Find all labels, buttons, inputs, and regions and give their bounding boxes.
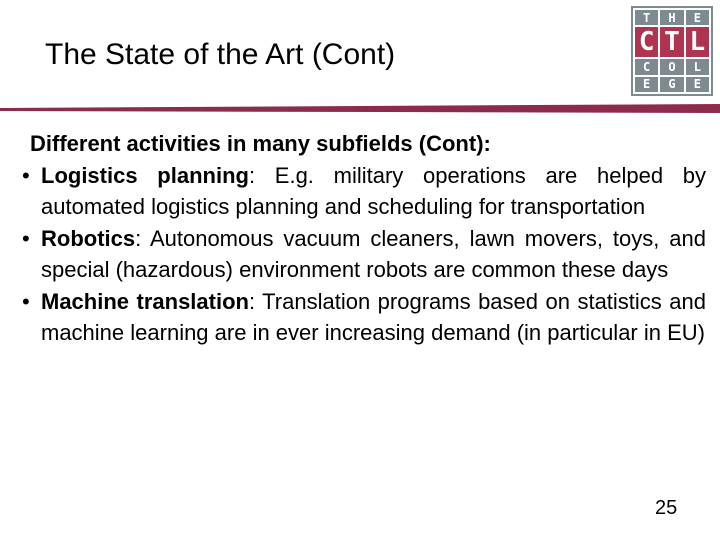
slide-body	[24, 128, 706, 349]
title-divider	[0, 104, 720, 118]
bullet-icon: •	[22, 226, 30, 251]
logo-letter: E	[686, 77, 709, 92]
item-term: Machine translation	[41, 289, 249, 314]
logo-letter: O	[660, 59, 683, 74]
bullet-list	[24, 160, 706, 348]
logo-letter: L	[686, 59, 709, 74]
slide-title: The State of the Art (Cont)	[45, 38, 396, 71]
item-text: : E.g. military operations are helped by automated logistics planning and scheduling for transportation	[41, 163, 707, 219]
logo-letter: C	[635, 59, 658, 74]
list-item	[24, 223, 706, 285]
logo-letter: T	[660, 27, 683, 57]
bullet-icon: •	[22, 163, 30, 188]
logo-letter: T	[635, 10, 658, 25]
item-term: Logistics planning	[41, 163, 249, 188]
page-number: 25	[655, 497, 678, 519]
logo-letter: E	[686, 10, 709, 25]
item-text: : Translation programs based on statistics and machine learning are in ever increasing demand (in particular in EU)	[41, 289, 706, 345]
logo-letter: G	[660, 77, 683, 92]
logo-letter: L	[686, 27, 709, 57]
item-term: Robotics	[41, 226, 136, 251]
logo-letter: H	[660, 10, 683, 25]
title-divider-bar	[0, 104, 720, 113]
list-item	[24, 160, 706, 222]
item-text: : Autonomous vacuum cleaners, lawn movers, toys, and special (hazardous) environment robots are common these days	[41, 226, 706, 282]
list-item	[24, 286, 706, 348]
logo-letter: E	[635, 77, 658, 92]
section-heading: Different activities in many subfields (Cont):	[30, 131, 491, 156]
bullet-icon: •	[22, 289, 30, 314]
college-logo	[631, 6, 713, 96]
logo-letter: C	[635, 27, 658, 57]
